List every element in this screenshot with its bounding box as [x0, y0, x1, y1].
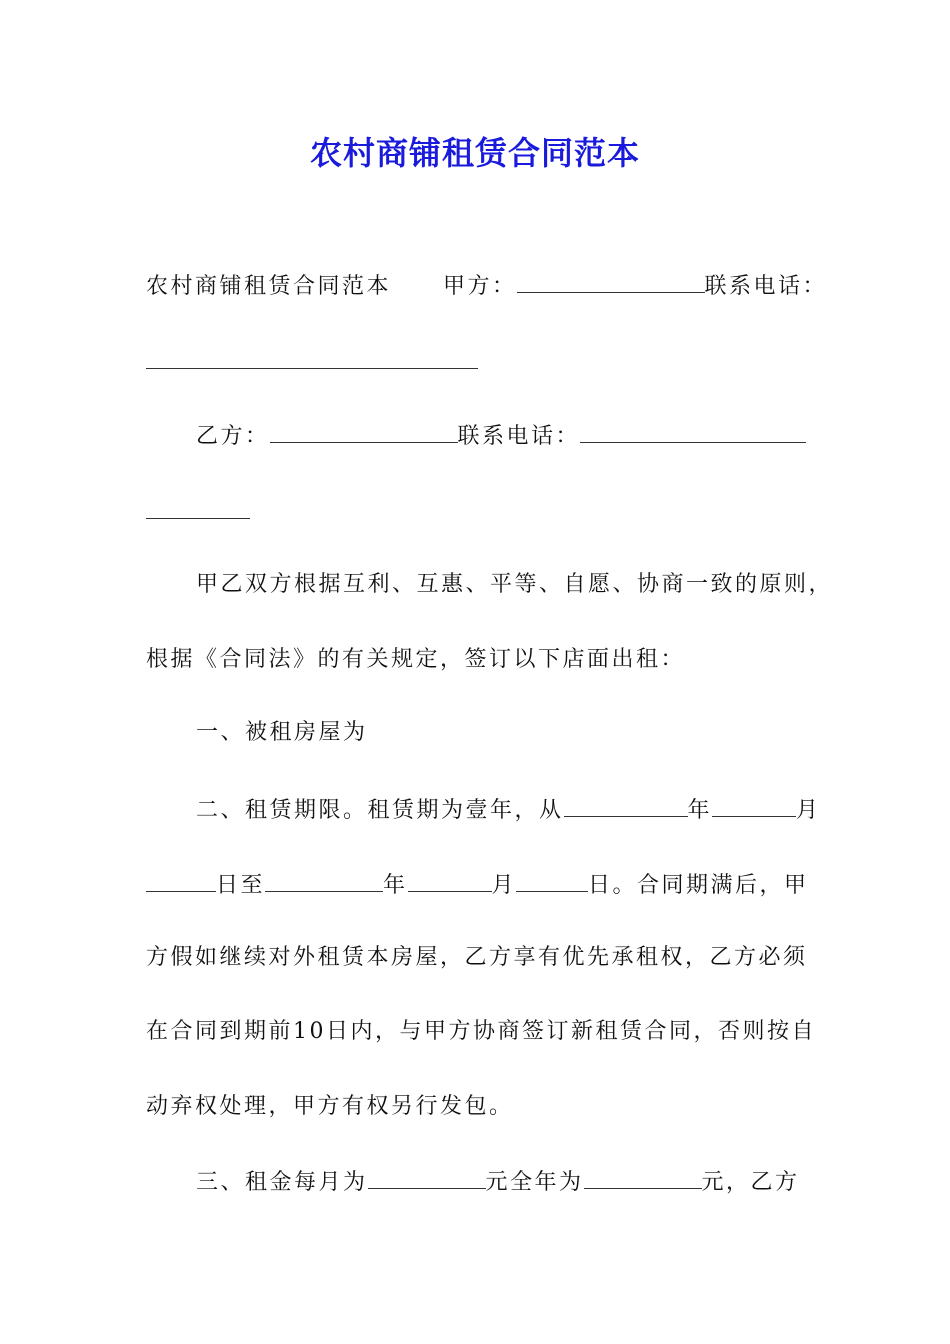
end-year-blank[interactable] — [265, 869, 383, 892]
paragraph-line: 方假如继续对外租赁本房屋，乙方享有优先承租权，乙方必须 — [146, 945, 808, 970]
party-b-line — [196, 420, 806, 452]
month-label: 月 — [796, 798, 821, 823]
month-label: 月 — [491, 873, 517, 898]
paragraph-line: 动弃权处理，甲方有权另行发包。 — [146, 1094, 514, 1119]
party-a-phone-blank[interactable] — [146, 346, 478, 369]
party-a-label: 甲方： — [443, 274, 517, 299]
party-a-blank[interactable] — [517, 270, 705, 293]
party-b-phone-blank[interactable] — [580, 420, 806, 443]
phone-label: 联系电话： — [457, 424, 581, 449]
annual-rent-blank[interactable] — [584, 1166, 702, 1189]
year-label: 年 — [687, 798, 713, 823]
heading-repeat: 农村商铺租赁合同范本 — [146, 274, 392, 299]
party-a-phone-continuation — [146, 346, 478, 378]
paragraph-line: 根据《合同法》的有关规定，签订以下店面出租： — [146, 647, 686, 672]
clause-2-text: 日。合同期满后，甲 — [588, 873, 809, 898]
party-a-line — [146, 270, 827, 302]
clause-1: 一、被租房屋为 — [196, 720, 368, 745]
clause-2-text: 二、租赁期限。租赁期为壹年，从 — [196, 798, 564, 823]
paragraph-line: 甲乙双方根据互利、互惠、平等、自愿、协商一致的原则， — [196, 572, 834, 597]
clause-3-line — [196, 1166, 800, 1198]
clause-3-text: 三、租金每月为 — [196, 1170, 368, 1195]
party-b-phone-continuation — [146, 496, 250, 528]
end-day-blank[interactable] — [516, 869, 588, 892]
document-title: 农村商铺租赁合同范本 — [309, 134, 640, 172]
phone-label: 联系电话： — [704, 274, 828, 299]
day-to-label: 日至 — [216, 873, 266, 898]
year-label: 年 — [383, 873, 408, 898]
start-month-blank[interactable] — [712, 794, 796, 817]
start-day-blank[interactable] — [146, 869, 216, 892]
clause-2-dates-line — [146, 869, 809, 901]
party-b-label: 乙方： — [196, 424, 270, 449]
clause-2-line — [196, 794, 821, 826]
paragraph-line: 在合同到期前10日内，与甲方协商签订新租赁合同，否则按自 — [146, 1019, 816, 1044]
party-b-phone-blank-cont[interactable] — [146, 496, 250, 519]
end-month-blank[interactable] — [408, 869, 492, 892]
clause-3-text: 元，乙方 — [701, 1170, 800, 1195]
monthly-rent-blank[interactable] — [368, 1166, 486, 1189]
annual-label: 元全年为 — [485, 1170, 584, 1195]
party-b-blank[interactable] — [270, 420, 458, 443]
start-year-blank[interactable] — [564, 794, 688, 817]
